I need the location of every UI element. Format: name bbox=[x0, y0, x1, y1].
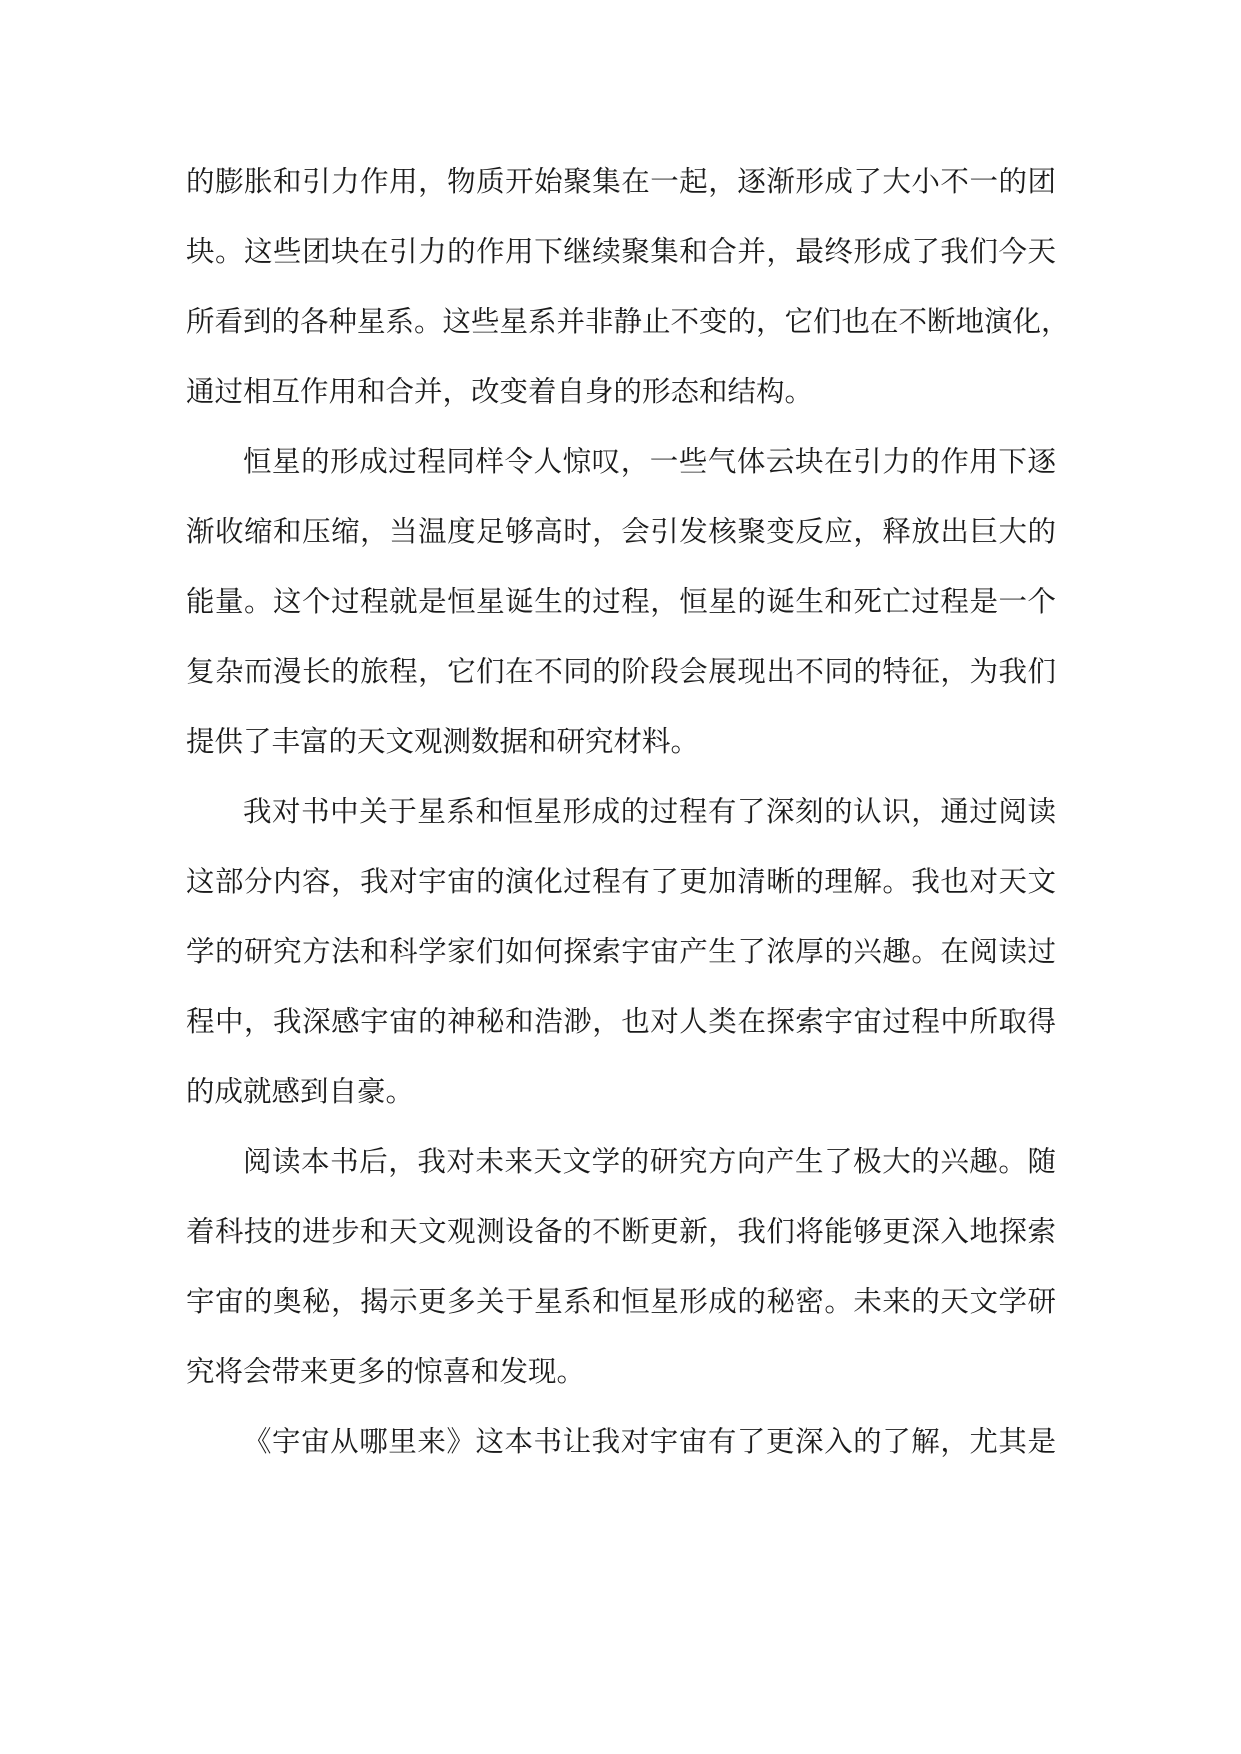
paragraph-4 bbox=[186, 1127, 1056, 1407]
text-line: 能量。这个过程就是恒星诞生的过程，恒星的诞生和死亡过程是一个 bbox=[186, 585, 1056, 618]
paragraph-2 bbox=[186, 427, 1056, 777]
text-line: 究将会带来更多的惊喜和发现。 bbox=[186, 1355, 586, 1388]
text-line: 我对书中关于星系和恒星形成的过程有了深刻的认识，通过阅读 bbox=[243, 795, 1056, 828]
paragraph-1 bbox=[186, 147, 1070, 427]
text-line: 着科技的进步和天文观测设备的不断更新，我们将能够更深入地探索 bbox=[186, 1215, 1056, 1248]
text-line: 通过相互作用和合并，改变着自身的形态和结构。 bbox=[186, 375, 814, 408]
text-line: 所看到的各种星系。这些星系并非静止不变的，它们也在不断地演化， bbox=[186, 305, 1070, 338]
text-line: 阅读本书后，我对未来天文学的研究方向产生了极大的兴趣。随 bbox=[243, 1145, 1056, 1178]
text-line: 提供了丰富的天文观测数据和研究材料。 bbox=[186, 725, 700, 758]
text-line: 的成就感到自豪。 bbox=[186, 1075, 415, 1108]
text-line: 渐收缩和压缩，当温度足够高时，会引发核聚变反应，释放出巨大的 bbox=[186, 515, 1056, 548]
text-line: 宇宙的奥秘，揭示更多关于星系和恒星形成的秘密。未来的天文学研 bbox=[186, 1285, 1056, 1318]
paragraph-3 bbox=[186, 777, 1056, 1127]
text-line: 块。这些团块在引力的作用下继续聚集和合并，最终形成了我们今天 bbox=[186, 235, 1056, 268]
text-line: 的膨胀和引力作用，物质开始聚集在一起，逐渐形成了大小不一的团 bbox=[186, 165, 1056, 198]
text-line: 《宇宙从哪里来》这本书让我对宇宙有了更深入的了解，尤其是 bbox=[243, 1425, 1056, 1458]
text-line: 程中，我深感宇宙的神秘和浩渺，也对人类在探索宇宙过程中所取得 bbox=[186, 1005, 1056, 1038]
body-text bbox=[186, 147, 1070, 1477]
text-line: 复杂而漫长的旅程，它们在不同的阶段会展现出不同的特征，为我们 bbox=[186, 655, 1056, 688]
text-line: 这部分内容，我对宇宙的演化过程有了更加清晰的理解。我也对天文 bbox=[186, 865, 1056, 898]
text-line: 学的研究方法和科学家们如何探索宇宙产生了浓厚的兴趣。在阅读过 bbox=[186, 935, 1056, 968]
paragraph-5 bbox=[186, 1407, 1056, 1477]
text-line: 恒星的形成过程同样令人惊叹，一些气体云块在引力的作用下逐 bbox=[243, 445, 1056, 478]
